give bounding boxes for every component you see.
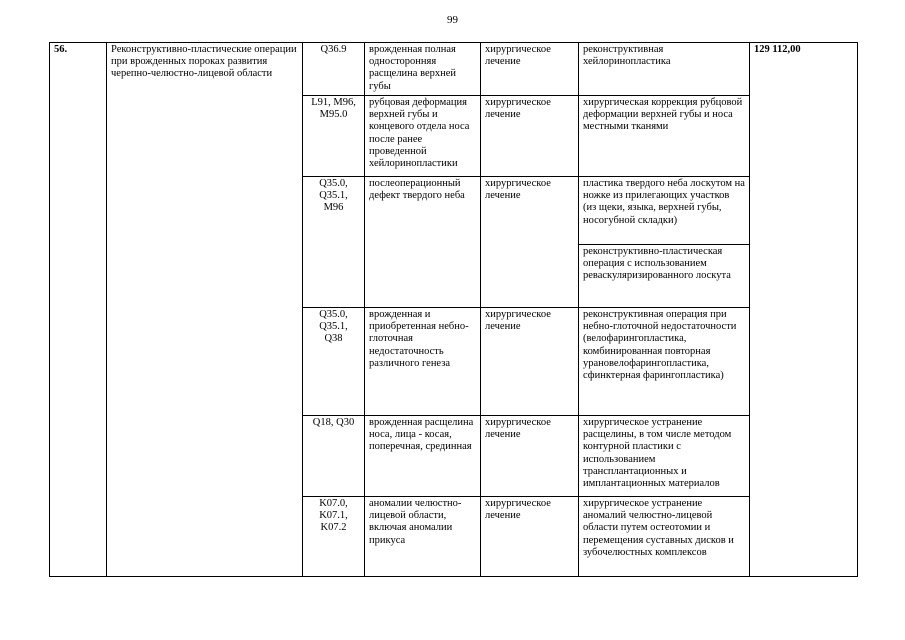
row-diagnosis: врожденная и приобретенная небно-глоточная недостаточность различного генеза	[365, 308, 481, 416]
row-code: Q36.9	[303, 43, 365, 96]
row-method: хирургическая коррекция рубцовой деформации верхней губы и носа местными тканями	[579, 96, 750, 177]
entry-price: 129 112,00	[750, 43, 858, 577]
row-treatment: хирургическое лечение	[481, 497, 579, 577]
row-treatment: хирургическое лечение	[481, 43, 579, 96]
row-diagnosis: врожденная полная односторонняя расщелина верхней губы	[365, 43, 481, 96]
table-row	[50, 43, 858, 96]
row-treatment: хирургическое лечение	[481, 177, 579, 308]
row-code: Q35.0, Q35.1, M96	[303, 177, 365, 308]
row-treatment: хирургическое лечение	[481, 416, 579, 497]
row-treatment: хирургическое лечение	[481, 308, 579, 416]
row-code: Q35.0, Q35.1, Q38	[303, 308, 365, 416]
row-method: реконструктивная операция при небно-глоточной недостаточности (велофарингопластика, комбинированная повторная урановелофарингопластика, сфинктерная фарингопластика)	[579, 308, 750, 416]
row-code: L91, M96, M95.0	[303, 96, 365, 177]
page-number: 99	[447, 14, 458, 26]
row-diagnosis: рубцовая деформация верхней губы и концевого отдела носа после ранее проведенной хейлоринопластики	[365, 96, 481, 177]
services-table	[49, 42, 858, 577]
row-code: Q18, Q30	[303, 416, 365, 497]
row-diagnosis: врожденная расщелина носа, лица - косая, поперечная, срединная	[365, 416, 481, 497]
row-method: пластика твердого неба лоскутом на ножке из прилегающих участков (из щеки, языка, верхней губы, носогубной складки)	[579, 177, 750, 245]
row-method: хирургическое устранение аномалий челюстно-лицевой области путем остеотомии и перемещения суставных дисков и зубочелюстных комплексов	[579, 497, 750, 577]
row-code: K07.0, K07.1, K07.2	[303, 497, 365, 577]
row-method: реконструктивная хейлоринопластика	[579, 43, 750, 96]
row-diagnosis: аномалии челюстно-лицевой области, включая аномалии прикуса	[365, 497, 481, 577]
row-method-alt: реконструктивно-пластическая операция с использованием реваскуляризированного лоскута	[579, 245, 750, 308]
entry-number: 56.	[50, 43, 107, 577]
entry-title: Реконструктивно-пластические операции при врожденных пороках развития черепно-челюстно-лицевой области	[107, 43, 303, 577]
row-method: хирургическое устранение расщелины, в том числе методом контурной пластики с использованием трансплантационных и имплантационных материалов	[579, 416, 750, 497]
row-treatment: хирургическое лечение	[481, 96, 579, 177]
row-diagnosis: послеоперационный дефект твердого неба	[365, 177, 481, 308]
